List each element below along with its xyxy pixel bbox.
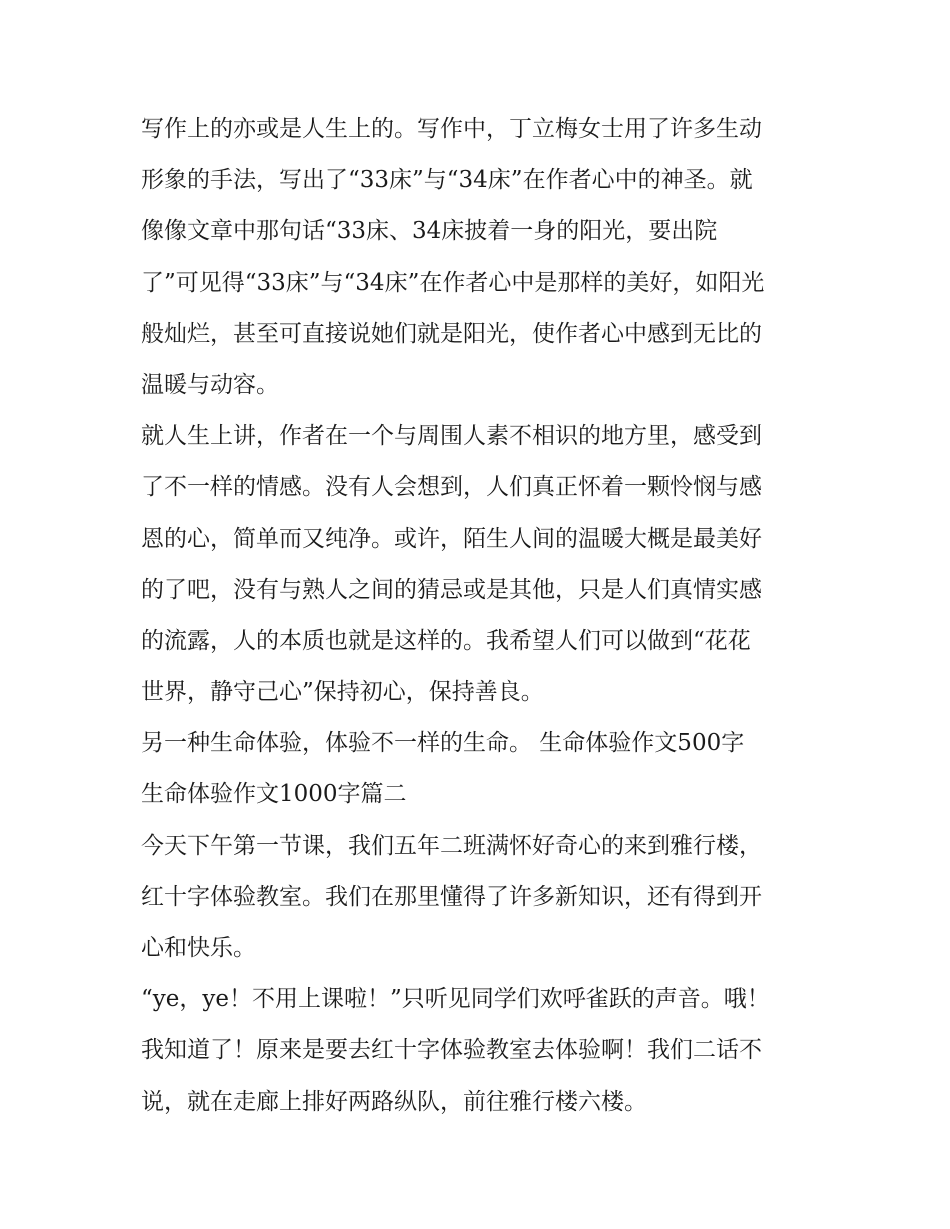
- text-line: 般灿烂，甚至可直接说她们就是阳光，使作者心中感到无比的: [141, 320, 762, 347]
- text-line: 了”可见得“33床”与“34床”在作者心中是那样的美好，如阳光: [141, 269, 765, 296]
- text-line: “ye，ye！不用上课啦！”只听见同学们欢呼雀跃的声音。哦！: [141, 986, 770, 1013]
- text-line: 形象的手法，写出了“33床”与“34床”在作者心中的神圣。就: [141, 167, 753, 194]
- text-line: 温暖与动容。: [141, 371, 279, 398]
- text-line: 恩的心，简单而又纯净。或许，陌生人间的温暖大概是最美好: [141, 525, 762, 552]
- text-line: 的流露，人的本质也就是这样的。我希望人们可以做到“花花: [141, 627, 751, 654]
- body-text: [141, 104, 821, 1128]
- text-line: 的了吧，没有与熟人之间的猜忌或是其他，只是人们真情实感: [141, 576, 762, 603]
- section-heading: 生命体验作文1000字篇二: [141, 781, 407, 808]
- text-line: 世界，静守己心”保持初心，保持善良。: [141, 679, 544, 706]
- text-line: 说，就在走廊上排好两路纵队，前往雅行楼六楼。: [141, 1088, 647, 1115]
- text-line: 另一种生命体验，体验不一样的生命。 生命体验作文500字: [141, 730, 745, 757]
- text-line: 就人生上讲，作者在一个与周围人素不相识的地方里，感受到: [141, 423, 762, 450]
- text-line: 了不一样的情感。没有人会想到，人们真正怀着一颗怜悯与感: [141, 474, 762, 501]
- text-line: 红十字体验教室。我们在那里懂得了许多新知识，还有得到开: [141, 883, 762, 910]
- text-line: 我知道了！原来是要去红十字体验教室去体验啊！我们二话不: [141, 1037, 762, 1064]
- text-line: 像像文章中那句话“33床、34床披着一身的阳光，要出院: [141, 218, 718, 245]
- text-line: 写作上的亦或是人生上的。写作中，丁立梅女士用了许多生动: [141, 116, 762, 142]
- text-line: 今天下午第一节课，我们五年二班满怀好奇心的来到雅行楼，: [141, 832, 762, 859]
- text-line: 心和快乐。: [141, 935, 256, 961]
